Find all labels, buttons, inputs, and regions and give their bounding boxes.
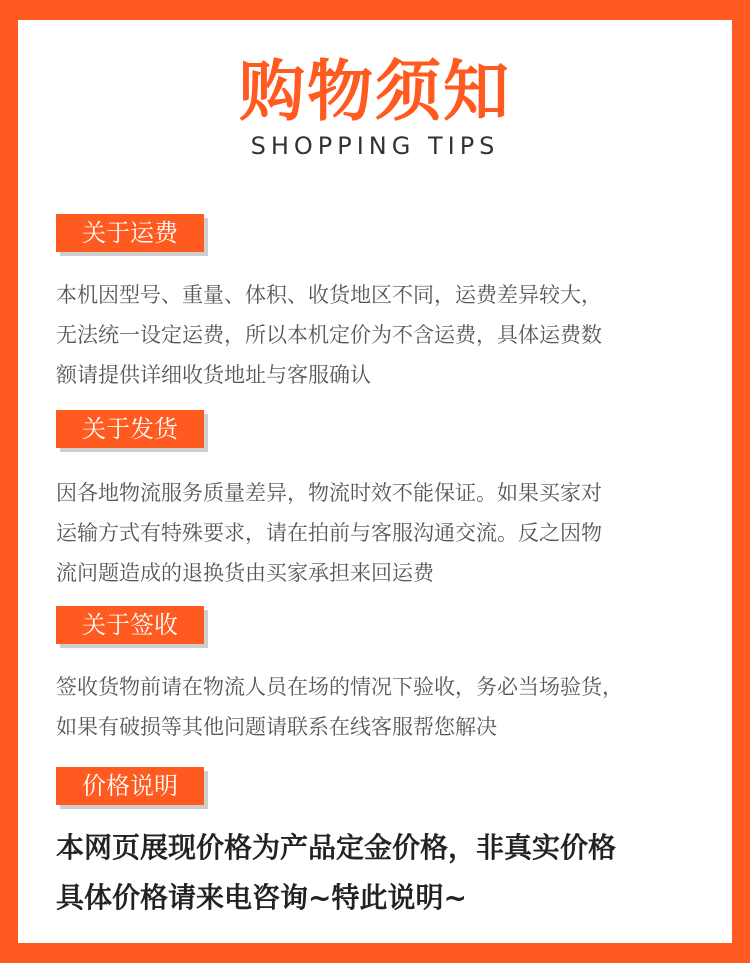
section-text-shipping-fee: [56, 275, 706, 395]
text-line: 如果有破损等其他问题请联系在线客服帮您解决: [56, 715, 497, 739]
text-line: 额请提供详细收货地址与客服确认: [56, 363, 371, 387]
text-line: 因各地物流服务质量差异，物流时效不能保证。如果买家对: [56, 481, 602, 505]
text-line: 本网页展现价格为产品定金价格，非真实价格: [56, 831, 617, 864]
section-tag-price-note: 价格说明: [56, 767, 204, 805]
page-subtitle: SHOPPING TIPS: [250, 132, 500, 160]
section-text-receipt: [56, 667, 706, 747]
section-text-delivery: [56, 473, 706, 593]
text-line: 具体价格请来电咨询~特此说明~: [56, 881, 467, 914]
page-title: 购物须知: [239, 53, 511, 130]
text-line: 签收货物前请在物流人员在场的情况下验收，务必当场验货，: [56, 675, 623, 699]
section-text-price-note: [56, 823, 736, 923]
text-line: 无法统一设定运费，所以本机定价为不含运费，具体运费数: [56, 323, 602, 347]
text-line: 流问题造成的退换货由买家承担来回运费: [56, 561, 434, 585]
section-tag-delivery: 关于发货: [56, 410, 204, 448]
section-tag-receipt: 关于签收: [56, 606, 204, 644]
section-tag-shipping-fee: 关于运费: [56, 214, 204, 252]
text-line: 运输方式有特殊要求，请在拍前与客服沟通交流。反之因物: [56, 521, 602, 545]
text-line: 本机因型号、重量、体积、收货地区不同，运费差异较大，: [56, 283, 602, 307]
